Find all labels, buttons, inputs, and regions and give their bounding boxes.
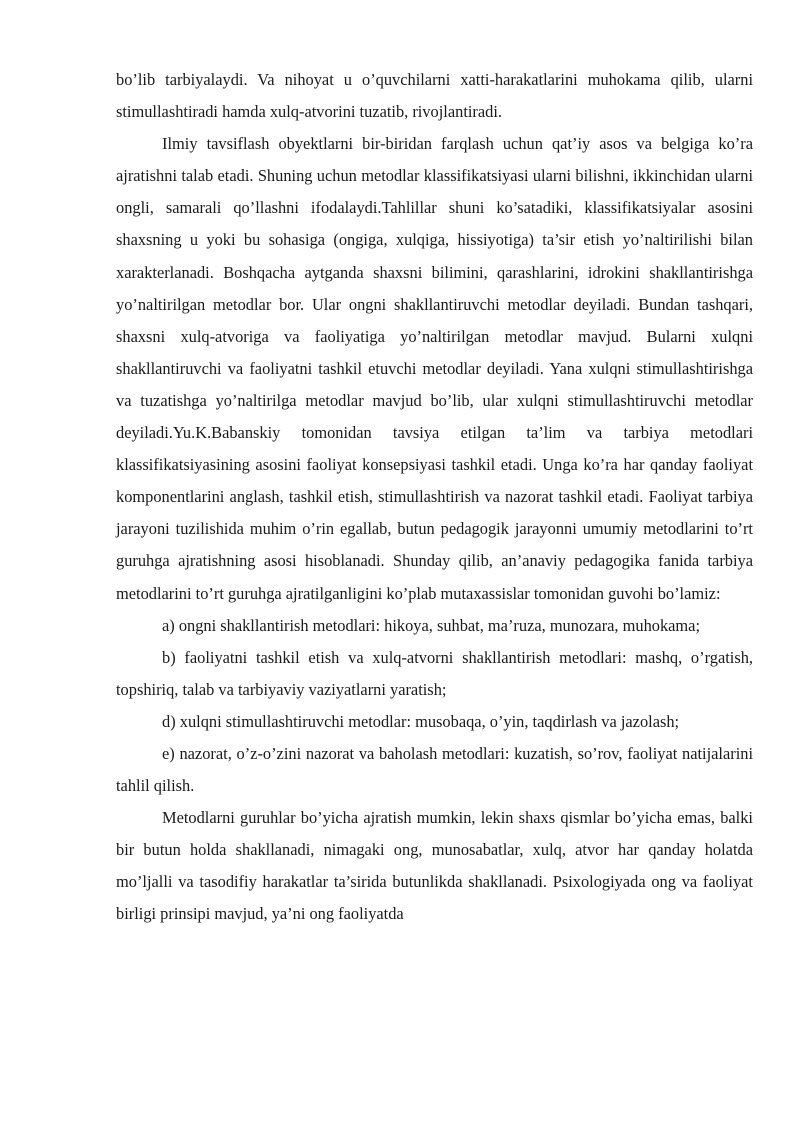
document-page [116, 64, 753, 931]
list-item-e: e) nazorat, o’z-o’zini nazorat va baholash metodlari: kuzatish, so’rov, faoliyat natijalarini tahlil qilish. [116, 743, 753, 796]
paragraph-grouping: Metodlarni guruhlar bo’yicha ajratish mumkin, lekin shaxs qismlar bo’yicha emas, balki bir butun holda shakllanadi, nimagaki ong, munosabatlar, xulq, atvor har qanday holatda mo’ljalli va tasodifiy harakatlar ta’sirida butunlikda shakllanadi. Psixologiyada ong va faoliyat birligi prinsipi mavjud, ya’ni ong faoliyatda [116, 808, 753, 924]
list-item-d: d) xulqni stimullashtiruvchi metodlar: musobaqa, o’yin, taqdirlash va jazolash; [162, 711, 680, 731]
paragraph-classification: Ilmiy tavsiflash obyektlarni bir-biridan farqlash uchun qat’iy asos va belgiga ko’ra ajratishni talab etadi. Shuning uchun metodlar klassifikatsiyasi ularni bilishni, ikkinchidan ularni ongli, samarali qo’llashni ifodalaydi.Tahlillar shuni ko’satadiki, klassifikatsiyalar asosini shaxsning u yoki bu sohasiga (ongiga, xulqiga, hissiyotiga) ta’sir etish yo’naltirilishi bilan xarakterlanadi. Boshqacha aytganda shaxsni bilimini, qarashlarini, idrokini shakllantirishga yo’naltirilgan metodlar bor. Ular ongni shakllantiruvchi metodlar deyiladi. Bundan tashqari, shaxsni xulq-atvoriga va faoliyatiga yo’naltirilgan metodlar mavjud. Bularni xulqni shakllantiruvchi va faoliyatni tashkil etuvchi metodlar deyiladi. Yana xulqni stimullashtirishga va tuzatishga yo’naltirilga metodlar mavjud bo’lib, ular xulqni stimullashtiruvchi metodlar deyiladi.Yu.K.Babanskiy tomonidan tavsiya etilgan ta’lim va tarbiya metodlari klassifikatsiyasining asosini faoliyat konsepsiyasi tashkil etadi. Unga ko’ra har qanday faoliyat komponentlarini anglash, tashkil etish, stimullashtirish va nazorat tashkil etadi. Faoliyat tarbiya jarayoni tuzilishida muhim o’rin egallab, butun pedagogik jarayonni umumiy metodlarini to’rt guruhga ajratishning asosi hisoblanadi. Shunday qilib, an’anaviy pedagogika fanida tarbiya metodlarini to’rt guruhga ajratilganligini ko’plab mutaxassislar tomonidan guvohi bo’lamiz: [116, 134, 753, 603]
list-item-a: a) ongni shakllantirish metodlari: hikoya, suhbat, ma’ruza, munozara, muhokama; [162, 615, 701, 635]
list-item-b: b) faoliyatni tashkil etish va xulq-atvorni shakllantirish metodlari: mashq, o’rgatish, topshiriq, talab va tarbiyaviy vaziyatlarni yaratish; [116, 647, 753, 699]
paragraph-continuation: bo’lib tarbiyalaydi. Va nihoyat u o’quvchilarni xatti-harakatlarini muhokama qilib, ularni stimullashtiradi hamda xulq-atvorini tuzatib, rivojlantiradi. [116, 70, 753, 122]
